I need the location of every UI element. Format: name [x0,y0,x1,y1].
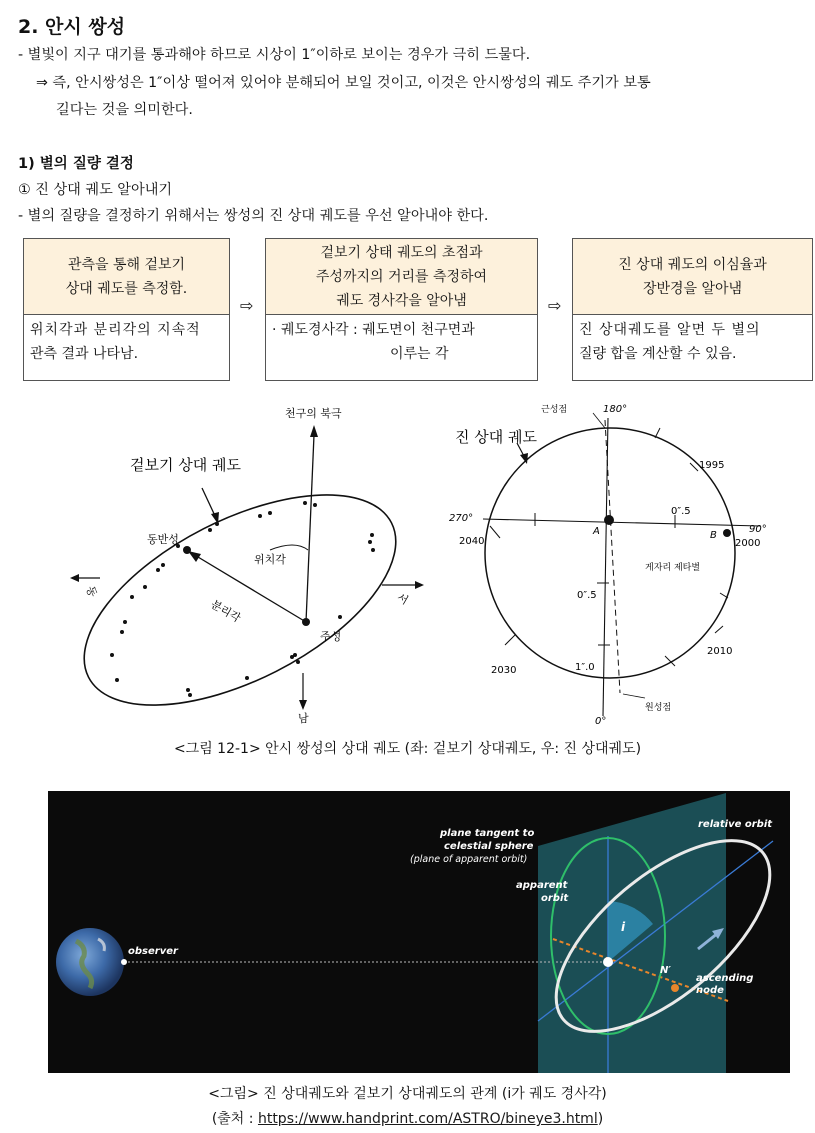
sep-05-down-label: 0″.5 [577,590,597,601]
figure-1-caption: <그림 12-1> 안시 쌍성의 상대 궤도 (좌: 겉보기 상대궤도, 우: 진 상대궤도) [173,741,642,757]
flow-box-1 [23,238,230,381]
star-b [723,529,731,537]
flow-box-3-top-line: 장반경을 알아냄 [642,280,743,297]
year-2010-label: 2010 [707,646,733,657]
flow-box-3-bottom [573,315,812,369]
primary-label: 주성 [320,630,342,643]
plane-label-1: plane tangent to [440,828,535,839]
sep-05-right-label: 0″.5 [671,506,691,517]
position-angle-label: 위치각 [254,553,286,566]
apparent-orbit-label-2: orbit [541,893,569,904]
apparent-orbit-label: 겉보기 상대 궤도 [130,456,241,474]
flow-box-3-top-line: 진 상대 궤도의 이심율과 [618,256,767,273]
implication-line-2: 길다는 것을 의미한다. [56,102,193,118]
ascending-node-label-1: ascending [696,973,754,984]
periastron-label: 근성점 [541,405,568,415]
plane-label-2: celestial sphere [444,841,534,852]
flow-box-3-bottom-line: 질량 합을 계산할 수 있음. [579,346,737,362]
primary-star [603,957,613,967]
source-link[interactable]: https://www.handprint.com/ASTRO/bineye3.html [257,1111,598,1127]
source-suffix: ) [597,1111,604,1127]
flow-box-1-top-line: 관측을 통해 겉보기 [67,256,186,273]
primary-star [302,618,310,626]
east-label: 동 [83,584,100,599]
flow-box-3-top [573,239,812,315]
source-line [0,1108,815,1128]
step-description: - 별의 질량을 결정하기 위해서는 쌍성의 진 상대 궤도를 우선 알아내야 한다. [18,208,489,224]
ascending-node-label-2: node [696,985,724,996]
intro-line: - 별빛이 지구 대기를 통과해야 하므로 시상이 1″이하로 보이는 경우가 극히 드물다. [18,47,531,63]
apparent-orbit-ellipse [60,452,428,730]
plane-label-3: (plane of apparent orbit) [410,854,528,865]
companion-star [183,546,191,554]
flow-box-1-bottom-line: 관측 결과 나타남. [30,346,139,362]
relative-orbit-label: relative orbit [698,819,773,830]
star-a [604,515,614,525]
flow-box-1-top [24,239,229,315]
year-1995-label: 1995 [699,460,725,471]
implication-line-1: ⇒ 즉, 안시쌍성은 1″이상 떨어져 있어야 분해되어 보일 것이고, 이것은 안시쌍성의 궤도 주기가 보통 [36,75,651,91]
deg-270-label: 270° [449,513,474,524]
deg-0-label: 0° [595,716,607,727]
true-orbit-figure [445,398,775,730]
flow-box-2-bottom [266,315,537,369]
flow-box-1-bottom-line: 위치각과 분리각의 지속적 [30,322,201,338]
flow-box-2-top-line: 궤도 경사각을 알아냄 [336,292,467,309]
flow-arrow-icon: ⇨ [240,296,254,315]
flow-box-2 [265,238,538,381]
observation-dots [110,501,375,697]
south-label: 남 [298,712,309,725]
flow-box-2-bottom-line: · 궤도경사각 : 궤도면이 천구면과 [272,322,475,338]
flow-box-1-bottom [24,315,229,369]
separation-label: 분리각 [208,597,243,625]
north-pole-label: 천구의 북극 [285,407,342,420]
apparent-orbit-figure [60,400,440,730]
observer-label: observer [128,946,178,957]
flow-box-2-top-line: 겉보기 상태 궤도의 초점과 [320,244,483,261]
companion-label: 동반성 [147,533,179,546]
flow-box-3-bottom-line: 진 상대궤도를 알면 두 별의 [579,322,761,338]
star-name-label: 게자리 제타별 [645,563,701,573]
year-2000-label: 2000 [735,538,761,549]
orbit-relation-diagram [48,791,790,1073]
flow-box-3 [572,238,813,381]
flow-arrow-icon: ⇨ [548,296,562,315]
true-orbit-circle [485,428,735,678]
label-b: B [710,530,717,541]
flow-box-2-top [266,239,537,315]
deg-180-label: 180° [603,404,628,415]
inclination-label: i [621,920,626,934]
apparent-orbit-label-1: apparent [516,880,568,891]
subsection-title: 1) 별의 질량 결정 [18,156,134,172]
label-a: A [593,526,600,537]
source-prefix: (출처 : [211,1111,258,1127]
flow-box-1-top-line: 상대 궤도를 측정함. [65,280,188,297]
step-title: ① 진 상대 궤도 알아내기 [18,182,173,198]
sep-10-label: 1″.0 [575,662,595,673]
flow-box-2-top-line: 주성까지의 거리를 측정하여 [315,268,488,285]
section-heading: 2. 안시 쌍성 [18,16,126,38]
figure-2-caption: <그림> 진 상대궤도와 겉보기 상대궤도의 관계 (i가 궤도 경사각) [208,1086,607,1102]
flow-box-2-bottom-line: 이루는 각 [390,346,449,362]
west-label: 서 [394,590,411,608]
year-2040-label: 2040 [459,536,485,547]
deg-90-label: 90° [749,524,767,535]
node-label: N′ [660,965,672,976]
apastron-label: 원성점 [645,703,672,713]
true-orbit-label: 진 상대 궤도 [455,428,537,446]
ascending-node-marker [671,984,679,992]
year-2030-label: 2030 [491,665,517,676]
